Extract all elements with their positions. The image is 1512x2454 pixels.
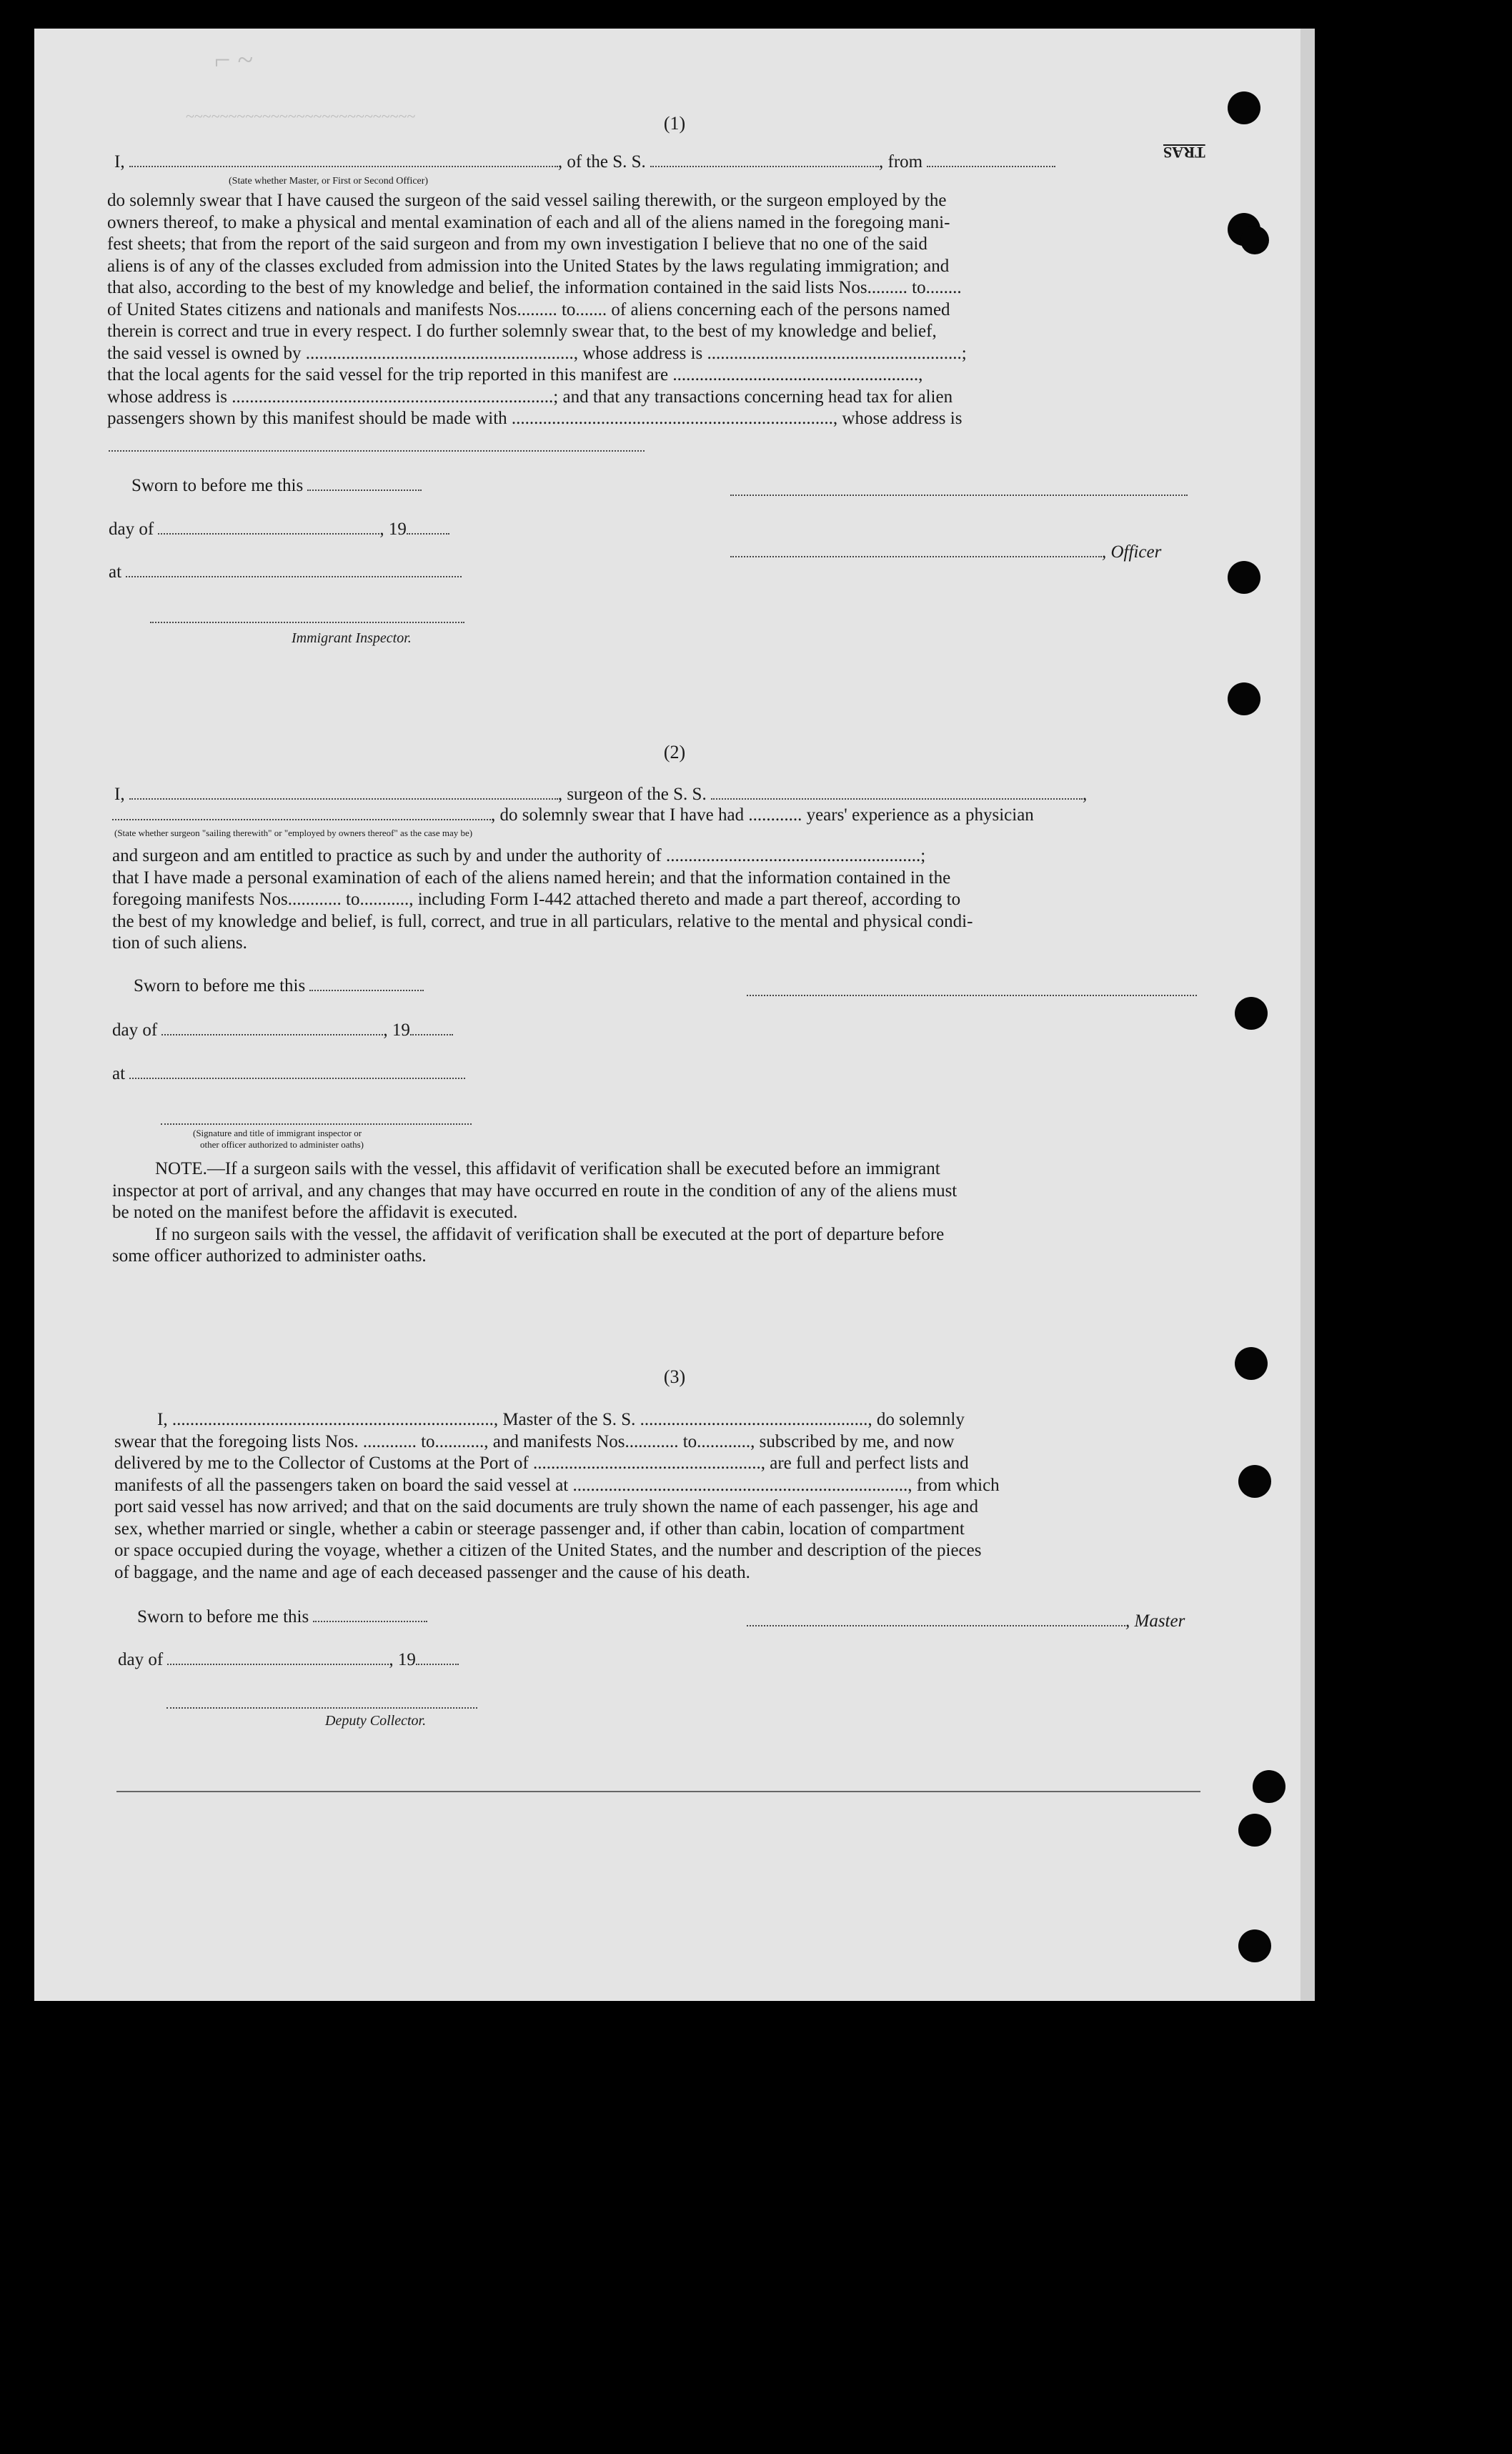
section-1-sworn: Sworn to before me this (131, 475, 422, 497)
punch-hole (1238, 1465, 1271, 1498)
punch-hole (1235, 997, 1268, 1030)
section-2-at: at (112, 1063, 465, 1085)
page-edge (1300, 29, 1315, 2001)
section-1-at: at (109, 562, 462, 583)
section-1-day: day of , 19 (109, 519, 449, 540)
section-1-number: (1) (663, 113, 686, 134)
section-2-number: (2) (663, 742, 686, 762)
section-2-paragraph: and surgeon and am entitled to practice as such by and under the authority of .........................................................; that I have made a personal examination of each of the aliens named herein; and that the information contained in the foregoing manifests Nos............ to..........., including Form I-442 attached thereto and made a part thereof, according to the best of my knowledge and belief, is full, correct, and true in all particulars, relative to the mental and physical condi- tion of such aliens. (112, 846, 973, 953)
section-2-day: day of , 19 (112, 1020, 453, 1041)
punch-hole (1253, 1770, 1285, 1803)
punch-hole (1240, 226, 1269, 254)
section-3-master: , Master (747, 1611, 1185, 1632)
section-3-paragraph: I, ........................................................................, Master of the S. S. ..................................................., do solemnly swear that the foregoing lists Nos. ............ to..........., and manifests Nos............ to............, subscribed by me, and now delivered by me to the Collector of Customs at the Port of ..................................................., are full and perfect lists and manifests of all the passengers taken on board the said vessel at ..........................................................................., from which port said vessel has now arrived; and that on the said documents are truly shown the name of each passenger, his age and sex, whether married or single, whether a cabin or steerage passenger and, if other than cabin, location of compartment or space occupied during the voyage, whether a citizen of the United States, and the number and description of the pieces of baggage, and the name and age of each deceased passenger and the cause of his death. (114, 1410, 1000, 1582)
immigrant-inspector-label: Immigrant Inspector. (292, 630, 412, 646)
punch-hole (1238, 1814, 1271, 1847)
section-1-role-note: (State whether Master, or First or Second Officer) (229, 176, 429, 187)
section-1-officer: , Officer (730, 542, 1161, 563)
section-2-line-2: , do solemnly swear that I have had ............ years' experience as a physician (112, 805, 1034, 826)
section-2-sworn: Sworn to before me this (134, 975, 424, 997)
inspector-signature-line (161, 1123, 472, 1125)
signature-note-2: other officer authorized to administer oaths) (200, 1139, 364, 1150)
bottom-rule (116, 1791, 1200, 1792)
address-line (109, 450, 645, 452)
signature-line (730, 495, 1188, 496)
signature-note-1: (Signature and title of immigrant inspector or (193, 1128, 362, 1138)
section-1-line-1: I, , of the S. S. , from (114, 151, 1055, 173)
inspector-signature-line (150, 622, 464, 623)
section-2-note: (State whether surgeon "sailing therewith" or "employed by owners thereof" as the case may be) (114, 828, 473, 838)
section-3-number: (3) (663, 1366, 686, 1387)
signature-line (747, 995, 1197, 996)
section-2-note-paragraph: NOTE.—If a surgeon sails with the vessel, this affidavit of verification shall be executed before an immigrant inspector at port of arrival, and any changes that may have occurred en route in the condition of any of the aliens must be noted on the manifest before the affidavit is executed. If no surgeon sails with the vessel, the affidavit of verification shall be executed at the port of departure before some officer authorized to administer oaths. (112, 1159, 958, 1266)
punch-hole (1238, 1929, 1271, 1962)
section-3-day: day of , 19 (118, 1649, 459, 1671)
section-1-paragraph: do solemnly swear that I have caused the surgeon of the said vessel sailing therewith, or the surgeon employed by the owners thereof, to make a physical and mental examination of each and all of the aliens named in the foregoing mani- fest sheets; that from the report of the said surgeon and from my own investigation I believe that no one of the said aliens is of any of the classes excluded from admission into the United States by the laws regulating immigration; and that also, according to the best of my knowledge and belief, the information contained in the said lists Nos......... to........ of United States citizens and nationals and manifests Nos......... to....... of aliens concerning each of the persons named therein is correct and true in every respect. I do further solemnly swear that, to the best of my knowledge and belief, the said vessel is owned by ............................................................, whose address is .........................................................; that the local agents for the said vessel for the trip reported in this manifest are ......................................................., whose address is ........................................................................; and that any transactions concerning head tax for alien passengers shown by this manifest should be made with ........................................................................, whose address is (107, 191, 967, 428)
deputy-collector-label: Deputy Collector. (325, 1713, 427, 1729)
section-3-sworn: Sworn to before me this (137, 1606, 427, 1628)
handwritten-mark: ⌐ ~ (214, 44, 254, 76)
rotated-stamp: TRAS (1163, 144, 1205, 162)
bleed-through-text: ~~~~~~~~~~~~~~~~~~~~~~~~~~~ (186, 107, 416, 125)
section-2-line-1: I, , surgeon of the S. S. , (114, 785, 1088, 804)
punch-hole (1228, 561, 1260, 594)
collector-signature-line (166, 1707, 477, 1709)
punch-hole (1228, 682, 1260, 715)
